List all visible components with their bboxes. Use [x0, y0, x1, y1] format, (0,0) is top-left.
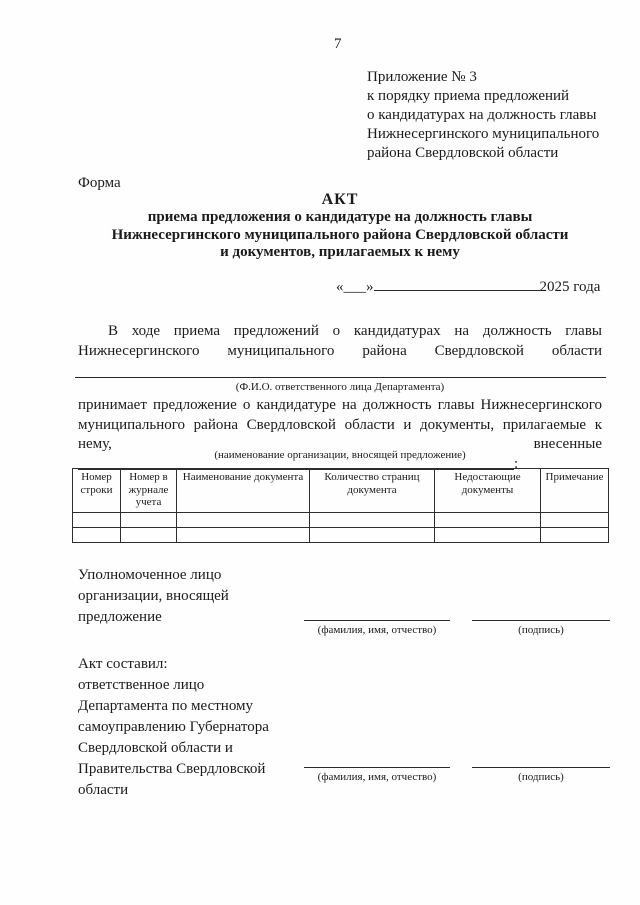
- caption-fio-department: (Ф.И.О. ответственного лица Департамента): [235, 381, 445, 393]
- date-year: 2025 года: [539, 279, 601, 295]
- table-header-row: [73, 469, 609, 513]
- table-cell: [435, 513, 541, 528]
- table-header-document-name: Наименование документа: [177, 469, 310, 513]
- table-cell: [121, 528, 177, 543]
- caption-full-name: (фамилия, имя, отчество): [317, 771, 437, 783]
- signature-label-line: организации, вносящей: [78, 588, 229, 604]
- table-header-row-number: Номер строки: [73, 469, 121, 513]
- table-cell: [121, 513, 177, 528]
- table-header-missing-documents: Недостающие документы: [435, 469, 541, 513]
- caption-organization: (наименование организации, вносящей предложение): [214, 449, 466, 461]
- signature-label-line: Акт составил:: [78, 656, 168, 672]
- caption-signature: (подпись): [518, 624, 564, 636]
- table-cell: [310, 528, 435, 543]
- signature-label-line: Департамента по местному: [78, 698, 254, 714]
- signature-label-line: Правительства Свердловской: [78, 761, 266, 777]
- table-row: [73, 528, 609, 543]
- table-cell: [435, 528, 541, 543]
- fio-blank-line: [75, 377, 606, 378]
- table-header-journal-number: Номер в журнале учета: [121, 469, 177, 513]
- signature-label-line: предложение: [78, 609, 162, 625]
- date-month-blank-line: [374, 276, 540, 291]
- signature-label-authorized-person: [78, 565, 229, 628]
- signature-label-line: самоуправлению Губернатора: [78, 719, 269, 735]
- signature-name-blank-line: [304, 620, 450, 621]
- caption-signature: (подпись): [518, 771, 564, 783]
- form-label: Форма: [78, 175, 121, 191]
- page-number: 7: [334, 36, 342, 52]
- paragraph-acceptance: [78, 396, 602, 474]
- annex-line: района Свердловской области: [367, 145, 559, 161]
- table-cell: [541, 528, 609, 543]
- title-line: и документов, прилагаемых к нему: [220, 244, 460, 260]
- signature-label-line: Свердловской области и: [78, 740, 233, 756]
- signature-label-act-composer: [78, 654, 269, 801]
- annex-line: Приложение № 3: [367, 69, 477, 85]
- table-cell: [73, 528, 121, 543]
- annex-line: Нижнесергинского муниципального: [367, 126, 600, 142]
- title-line-main: АКТ: [321, 191, 359, 208]
- table-cell: [73, 513, 121, 528]
- signature-label-line: ответственное лицо: [78, 677, 205, 693]
- table-header-page-count: Количество страниц документа: [310, 469, 435, 513]
- paragraph-acceptance-text: принимает предложение о кандидатуре на должность главы Нижнесергинского муниципального района Свердловской области и документы, прилагаемые к нему, внесенные: [78, 397, 602, 452]
- table-cell: [541, 513, 609, 528]
- document-title: [72, 191, 608, 262]
- table-cell: [177, 528, 310, 543]
- table-cell: [310, 513, 435, 528]
- date-line: [336, 276, 600, 296]
- signature-label-line: Уполномоченное лицо: [78, 567, 222, 583]
- paragraph-acceptance-colon: :: [514, 455, 519, 472]
- title-line: приема предложения о кандидатуре на должность главы: [147, 209, 533, 225]
- signature-name-blank-line: [304, 767, 450, 768]
- annex-line: к порядку приема предложений: [367, 88, 570, 104]
- signature-sign-blank-line: [472, 620, 610, 621]
- signature-sign-blank-line: [472, 767, 610, 768]
- annex-line: о кандидатурах на должность главы: [367, 107, 597, 123]
- title-line: Нижнесергинского муниципального района Свердловской области: [111, 226, 569, 243]
- date-day-blank: «___»: [336, 279, 374, 295]
- paragraph-intro: В ходе приема предложений о кандидатурах на должность главы Нижнесергинского муниципального района Свердловской области: [78, 323, 602, 359]
- table-cell: [177, 513, 310, 528]
- caption-full-name: (фамилия, имя, отчество): [317, 624, 437, 636]
- signature-label-line: области: [78, 782, 129, 798]
- documents-table: [72, 468, 609, 543]
- table-header-note: Примечание: [541, 469, 609, 513]
- table-row: [73, 513, 609, 528]
- annex-reference-block: [367, 68, 599, 163]
